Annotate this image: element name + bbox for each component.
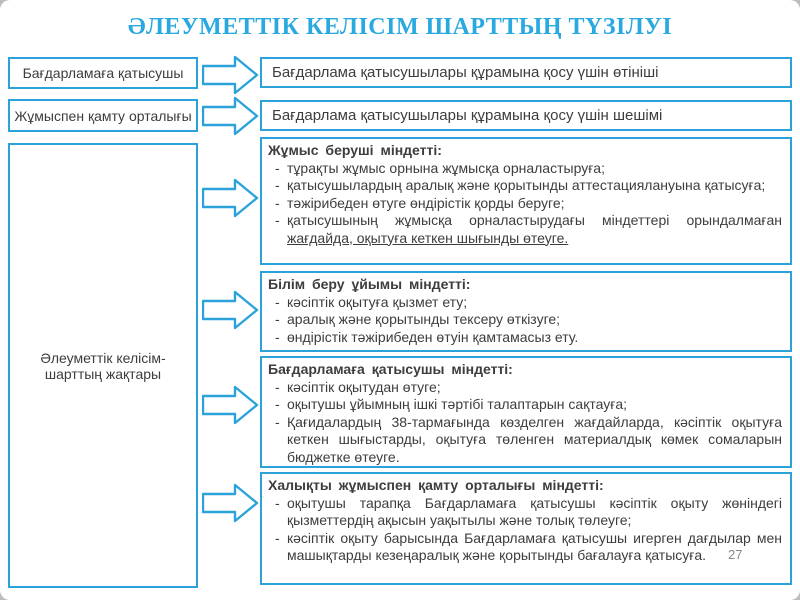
education-duties-list <box>268 294 782 347</box>
employer-duties-heading: Жұмыс беруші міндетті: <box>268 142 442 158</box>
employer-duties-list <box>268 160 782 248</box>
bullet-dash: - <box>275 494 280 511</box>
flow-arrow-icon <box>202 483 259 523</box>
center-duties-heading: Халықты жұмыспен қамту орталығы міндетті: <box>268 477 604 493</box>
flow-arrow-icon <box>202 178 259 218</box>
education-duties-heading: Білім беру ұйымы міндетті: <box>268 276 471 292</box>
bullet-text: тәжірибеден өтуге өндірістік қорды беруге; <box>287 194 565 211</box>
bullet-item <box>268 329 782 347</box>
bullet-text-underlined: жағдайда, оқытуға кеткен шығынды өтеуге. <box>287 229 569 246</box>
bullet-text: қатысушылардың аралық және қорытынды аттестациялануына қатысуға; <box>287 177 766 193</box>
bullet-text: оқытушы тарапқа Бағдарламаға қатысушы кәсіптік оқыту жөніндегі қызметтердің ақысын уақытылы және толық төлеуге; <box>287 494 782 528</box>
flow-arrow-icon <box>202 290 259 330</box>
right-box-decision <box>260 100 792 131</box>
bullet-text: тұрақты жұмыс орнына жұмысқа орналастыруға; <box>287 159 605 176</box>
bullet-item <box>268 212 782 247</box>
bullet-text: кәсіптік оқытудан өтуге; <box>287 378 441 395</box>
right-box-participant-duties <box>260 356 792 468</box>
bullet-dash: - <box>275 212 280 228</box>
bullet-item <box>268 195 782 213</box>
right-box-decision-label: Бағдарлама қатысушылары құрамына қосу үшін шешімі <box>272 107 663 124</box>
bullet-item <box>268 396 782 414</box>
slide-title: ӘЛЕУМЕТТІК КЕЛІСІМ ШАРТТЫҢ ТҮЗІЛУІ <box>127 14 673 40</box>
right-box-application <box>260 57 792 88</box>
bullet-text: кәсіптік оқытуға қызмет ету; <box>287 293 468 310</box>
bullet-text: оқытушы ұйымның ішкі тәртібі талаптарын сақтауға; <box>287 396 627 412</box>
page-number: 27 <box>728 547 743 562</box>
bullet-item <box>268 177 782 195</box>
bullet-dash: - <box>275 311 280 327</box>
bullet-text: Қағидалардың 38-тармағында көзделген жағдайларда, кәсіптік оқытуға кеткен шығыстарды, оқытуға төленген материалдық көмек сомаларын бюджетке өтеуге. <box>287 413 782 465</box>
participant-duties-heading: Бағдарламаға қатысушы міндетті: <box>268 361 513 377</box>
bullet-dash: - <box>275 378 280 395</box>
bullet-dash: - <box>275 396 280 412</box>
bullet-item <box>268 294 782 312</box>
left-box-contract-parties-label: Әлеуметтік келісім-шарттың жақтары <box>40 349 166 382</box>
right-box-employer-duties <box>260 137 792 265</box>
flow-arrow-icon <box>202 96 259 136</box>
right-box-application-label: Бағдарлама қатысушылары құрамына қосу үшін өтініші <box>272 64 659 81</box>
bullet-item <box>268 311 782 329</box>
bullet-item <box>268 379 782 397</box>
bullet-item <box>268 160 782 178</box>
bullet-text: қатысушының жұмысқа орналастырудағы міндеттері орындалмаған жағдайда, оқытуға кеткен шығынды өтеуге. <box>287 212 782 246</box>
bullet-text: кәсіптік оқыту барысында Бағдарламаға қатысушы игерген дағдылар мен машықтарды кезеңаралық және қорытынды бағалауға қатысуға. <box>287 529 782 563</box>
bullet-item <box>268 495 782 530</box>
left-box-contract-parties <box>8 143 198 588</box>
right-box-center-duties <box>260 472 792 585</box>
left-box-employment-center <box>8 99 198 132</box>
bullet-text: аралық және қорытынды тексеру өткізуге; <box>287 311 561 327</box>
bullet-dash: - <box>275 159 280 176</box>
right-box-education-duties <box>260 271 792 352</box>
left-box-program-participant-label: Бағдарламаға қатысушы <box>22 65 184 81</box>
bullet-dash: - <box>275 293 280 310</box>
bullet-text: өндірістік тәжірибеден өтуін қамтамасыз ету. <box>287 328 579 345</box>
bullet-dash: - <box>275 177 280 193</box>
bullet-item <box>268 530 782 565</box>
flow-arrow-icon <box>202 55 259 95</box>
bullet-item <box>268 414 782 467</box>
center-duties-list <box>268 495 782 565</box>
bullet-dash: - <box>275 328 280 345</box>
left-box-program-participant <box>8 57 198 89</box>
bullet-dash: - <box>275 529 280 546</box>
flow-arrow-icon <box>202 385 259 425</box>
bullet-dash: - <box>275 194 280 211</box>
bullet-dash: - <box>275 413 280 430</box>
left-box-employment-center-label: Жұмыспен қамту орталығы <box>14 107 192 124</box>
participant-duties-list <box>268 379 782 467</box>
